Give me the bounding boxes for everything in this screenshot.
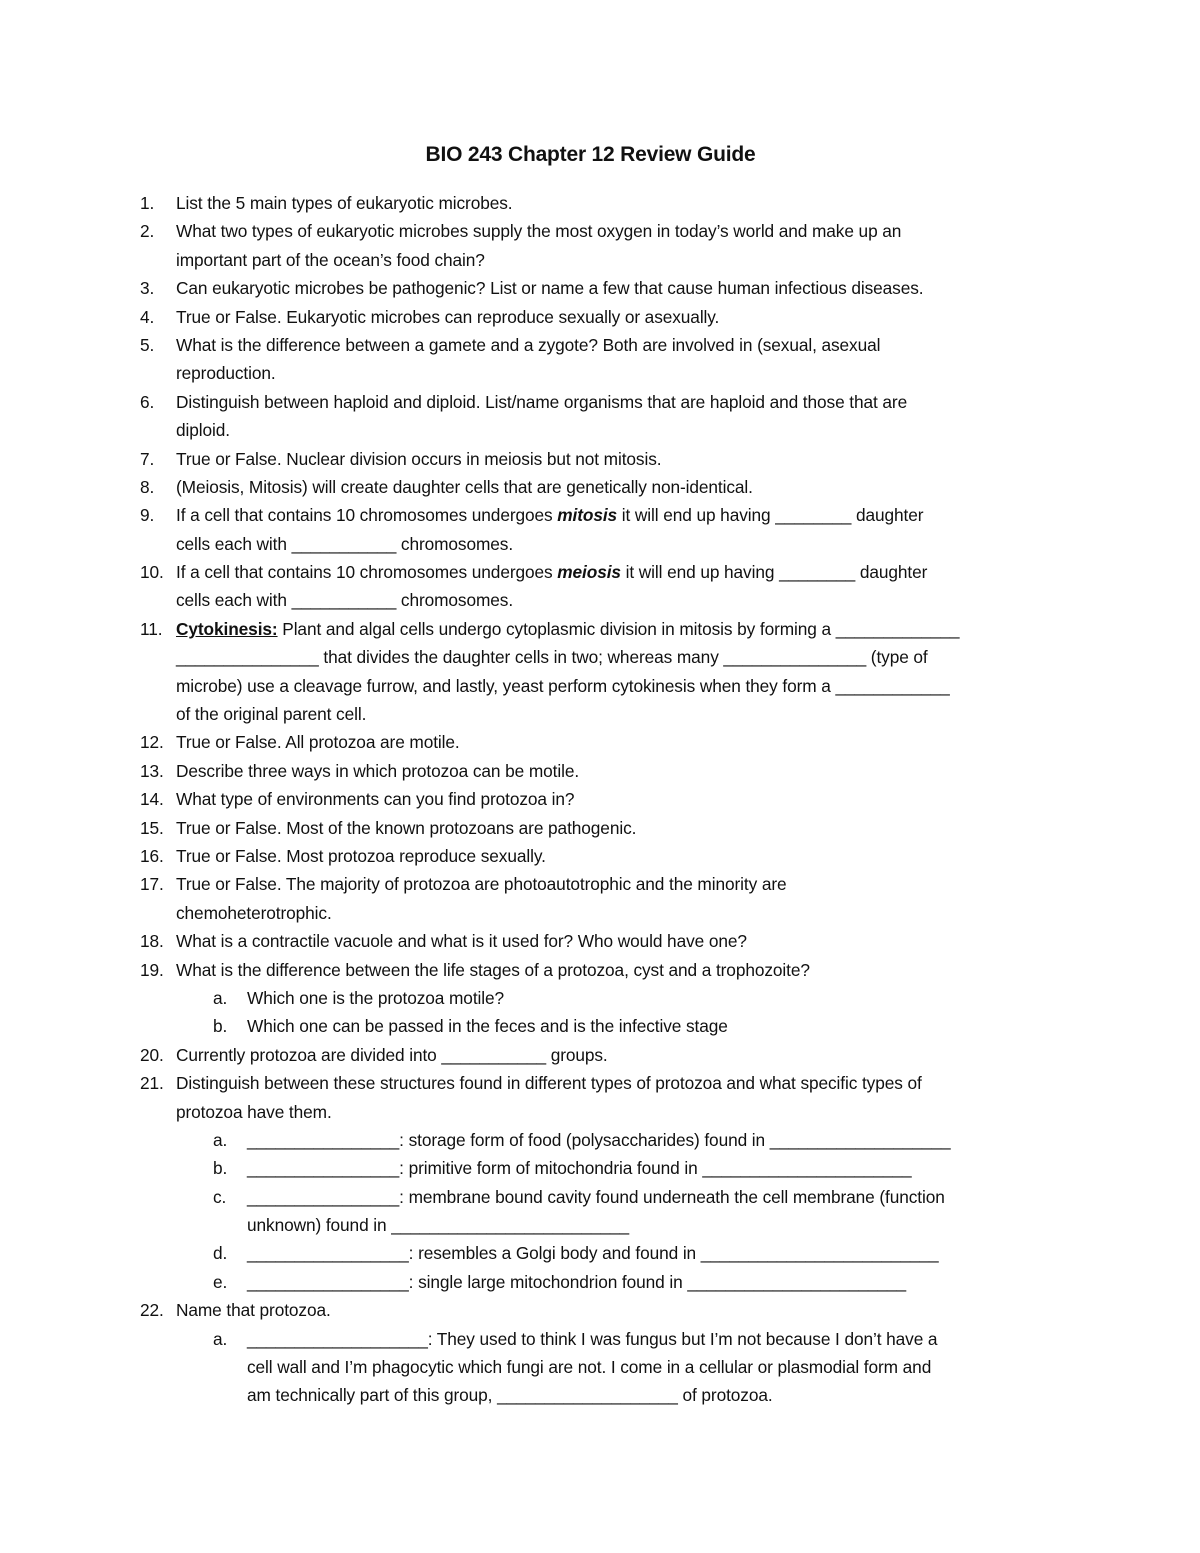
underlined-term: Cytokinesis:: [176, 618, 278, 639]
question-line: [0, 700, 1200, 728]
question-text: True or False. Most protozoa reproduce sexually.: [176, 845, 546, 866]
question-text: reproduction.: [176, 363, 276, 384]
question-number: 8.: [140, 476, 155, 497]
question-text: microbe) use a cleavage furrow, and lastly, yeast perform cytokinesis when they form a ____________: [176, 675, 950, 696]
question-text: ___________________: They used to think I was fungus but I’m not because I don’t have a: [247, 1328, 938, 1349]
question-text: What is the difference between a gamete and a zygote? Both are involved in (sexual, asexual: [176, 334, 881, 355]
question-number: 2.: [140, 221, 155, 242]
sub-item-letter: a.: [213, 1129, 228, 1150]
question-line: [0, 899, 1200, 927]
question-number: 21.: [140, 1073, 164, 1094]
question-line: [0, 1154, 1200, 1182]
question-text: If a cell that contains 10 chromosomes undergoes meiosis it will end up having ________ daughter: [176, 562, 928, 583]
question-line: [0, 785, 1200, 813]
question-text: What is the difference between the life stages of a protozoa, cyst and a trophozoite?: [176, 959, 810, 980]
question-line: [0, 445, 1200, 473]
question-text: protozoa have them.: [176, 1101, 332, 1122]
question-text: cells each with ___________ chromosomes.: [176, 590, 514, 611]
question-text: True or False. The majority of protozoa are photoautotrophic and the minority are: [176, 874, 787, 895]
emphasis-term: mitosis: [557, 505, 618, 526]
sub-item-letter: e.: [213, 1271, 228, 1292]
question-text: ________________: membrane bound cavity found underneath the cell membrane (function: [247, 1186, 945, 1207]
sub-item-letter: a.: [213, 987, 228, 1008]
question-text: True or False. All protozoa are motile.: [176, 732, 460, 753]
question-line: [0, 388, 1200, 416]
question-line: [0, 1012, 1200, 1040]
question-line: [0, 359, 1200, 387]
question-text: What is a contractile vacuole and what is it used for? Who would have one?: [176, 931, 747, 952]
question-line: [0, 1126, 1200, 1154]
question-text: If a cell that contains 10 chromosomes undergoes mitosis it will end up having ________ daughter: [176, 505, 924, 526]
question-number: 12.: [140, 732, 164, 753]
question-text: diploid.: [176, 420, 230, 441]
question-line: [0, 984, 1200, 1012]
question-number: 20.: [140, 1044, 164, 1065]
question-number: 7.: [140, 448, 155, 469]
question-text: Distinguish between haploid and diploid. List/name organisms that are haploid and those that are: [176, 391, 908, 412]
question-text: am technically part of this group, ___________________ of protozoa.: [247, 1385, 773, 1406]
question-line: [0, 1069, 1200, 1097]
emphasis-term: meiosis: [557, 562, 621, 583]
question-text: _______________ that divides the daughter cells in two; whereas many _______________ (type of: [176, 647, 928, 668]
question-text: Which one can be passed in the feces and is the infective stage: [247, 1016, 728, 1037]
question-text: Which one is the protozoa motile?: [247, 987, 505, 1008]
question-line: [0, 189, 1200, 217]
question-line: [0, 416, 1200, 444]
question-text: Describe three ways in which protozoa can be motile.: [176, 760, 580, 781]
question-number: 13.: [140, 760, 164, 781]
question-text: Currently protozoa are divided into ___________ groups.: [176, 1044, 608, 1065]
question-number: 22.: [140, 1300, 164, 1321]
question-line: [0, 331, 1200, 359]
question-text: (Meiosis, Mitosis) will create daughter cells that are genetically non-identical.: [176, 476, 753, 497]
question-text: Can eukaryotic microbes be pathogenic? List or name a few that cause human infectious diseases.: [176, 278, 924, 299]
question-line: [0, 274, 1200, 302]
question-line: [0, 473, 1200, 501]
question-line: [0, 1041, 1200, 1069]
question-number: 10.: [140, 562, 164, 583]
question-line: [0, 757, 1200, 785]
question-line: [0, 1325, 1200, 1353]
question-text: List the 5 main types of eukaryotic microbes.: [176, 193, 513, 213]
question-line: [0, 672, 1200, 700]
question-line: [0, 586, 1200, 614]
question-number: 17.: [140, 874, 164, 895]
question-number: 14.: [140, 789, 164, 810]
question-line: [0, 1353, 1200, 1381]
question-line: [0, 956, 1200, 984]
question-text: Name that protozoa.: [176, 1300, 331, 1321]
question-list: [0, 189, 1200, 1410]
question-line: [0, 728, 1200, 756]
question-number: 11.: [140, 618, 163, 639]
question-text: unknown) found in _________________________: [247, 1215, 630, 1236]
sub-item-letter: d.: [213, 1243, 228, 1264]
sub-item-letter: b.: [213, 1016, 228, 1037]
question-number: 6.: [140, 391, 155, 412]
question-text: important part of the ocean’s food chain?: [176, 249, 485, 270]
question-text: _________________: single large mitochondrion found in _______________________: [247, 1271, 907, 1292]
question-text: True or False. Nuclear division occurs in meiosis but not mitosis.: [176, 448, 662, 469]
question-text: _________________: resembles a Golgi body and found in _________________________: [247, 1243, 939, 1264]
sub-item-letter: b.: [213, 1158, 228, 1179]
question-line: [0, 1381, 1200, 1409]
question-line: [0, 615, 1200, 643]
question-number: 19.: [140, 959, 164, 980]
question-text: ________________: primitive form of mitochondria found in ______________________: [247, 1158, 912, 1179]
question-line: [0, 927, 1200, 955]
question-text: cells each with ___________ chromosomes.: [176, 533, 514, 554]
question-text: True or False. Most of the known protozoans are pathogenic.: [176, 817, 637, 838]
question-text: Distinguish between these structures found in different types of protozoa and what specific types of: [176, 1073, 922, 1094]
question-text: chemoheterotrophic.: [176, 902, 332, 923]
question-line: [0, 1239, 1200, 1267]
question-line: [0, 1098, 1200, 1126]
question-text: What type of environments can you find protozoa in?: [176, 789, 575, 810]
question-line: [0, 217, 1200, 245]
question-line: [0, 530, 1200, 558]
question-line: [0, 501, 1200, 529]
question-line: [0, 558, 1200, 586]
question-line: [0, 842, 1200, 870]
question-number: 9.: [140, 505, 155, 526]
question-text: True or False. Eukaryotic microbes can reproduce sexually or asexually.: [176, 306, 720, 327]
question-line: [0, 1296, 1200, 1324]
question-line: [0, 303, 1200, 331]
question-number: 1.: [140, 193, 155, 213]
question-line: [0, 814, 1200, 842]
page-title: BIO 243 Chapter 12 Review Guide: [425, 143, 756, 166]
question-line: [0, 643, 1200, 671]
question-line: [0, 1183, 1200, 1211]
question-line: [0, 1211, 1200, 1239]
question-number: 18.: [140, 931, 164, 952]
question-number: 15.: [140, 817, 164, 838]
question-line: [0, 1268, 1200, 1296]
question-number: 4.: [140, 306, 155, 327]
question-number: 3.: [140, 278, 155, 299]
question-line: [0, 246, 1200, 274]
question-text: ________________: storage form of food (polysaccharides) found in ___________________: [247, 1129, 951, 1150]
question-number: 5.: [140, 334, 155, 355]
question-text: of the original parent cell.: [176, 704, 367, 725]
sub-item-letter: c.: [213, 1186, 227, 1207]
question-text: Cytokinesis: Plant and algal cells undergo cytoplasmic division in mitosis by forming a _____________: [176, 618, 960, 639]
question-text: cell wall and I’m phagocytic which fungi are not. I come in a cellular or plasmodial form and: [247, 1357, 932, 1378]
question-number: 16.: [140, 845, 164, 866]
question-line: [0, 870, 1200, 898]
sub-item-letter: a.: [213, 1328, 228, 1349]
question-text: What two types of eukaryotic microbes supply the most oxygen in today’s world and make up an: [176, 221, 902, 242]
